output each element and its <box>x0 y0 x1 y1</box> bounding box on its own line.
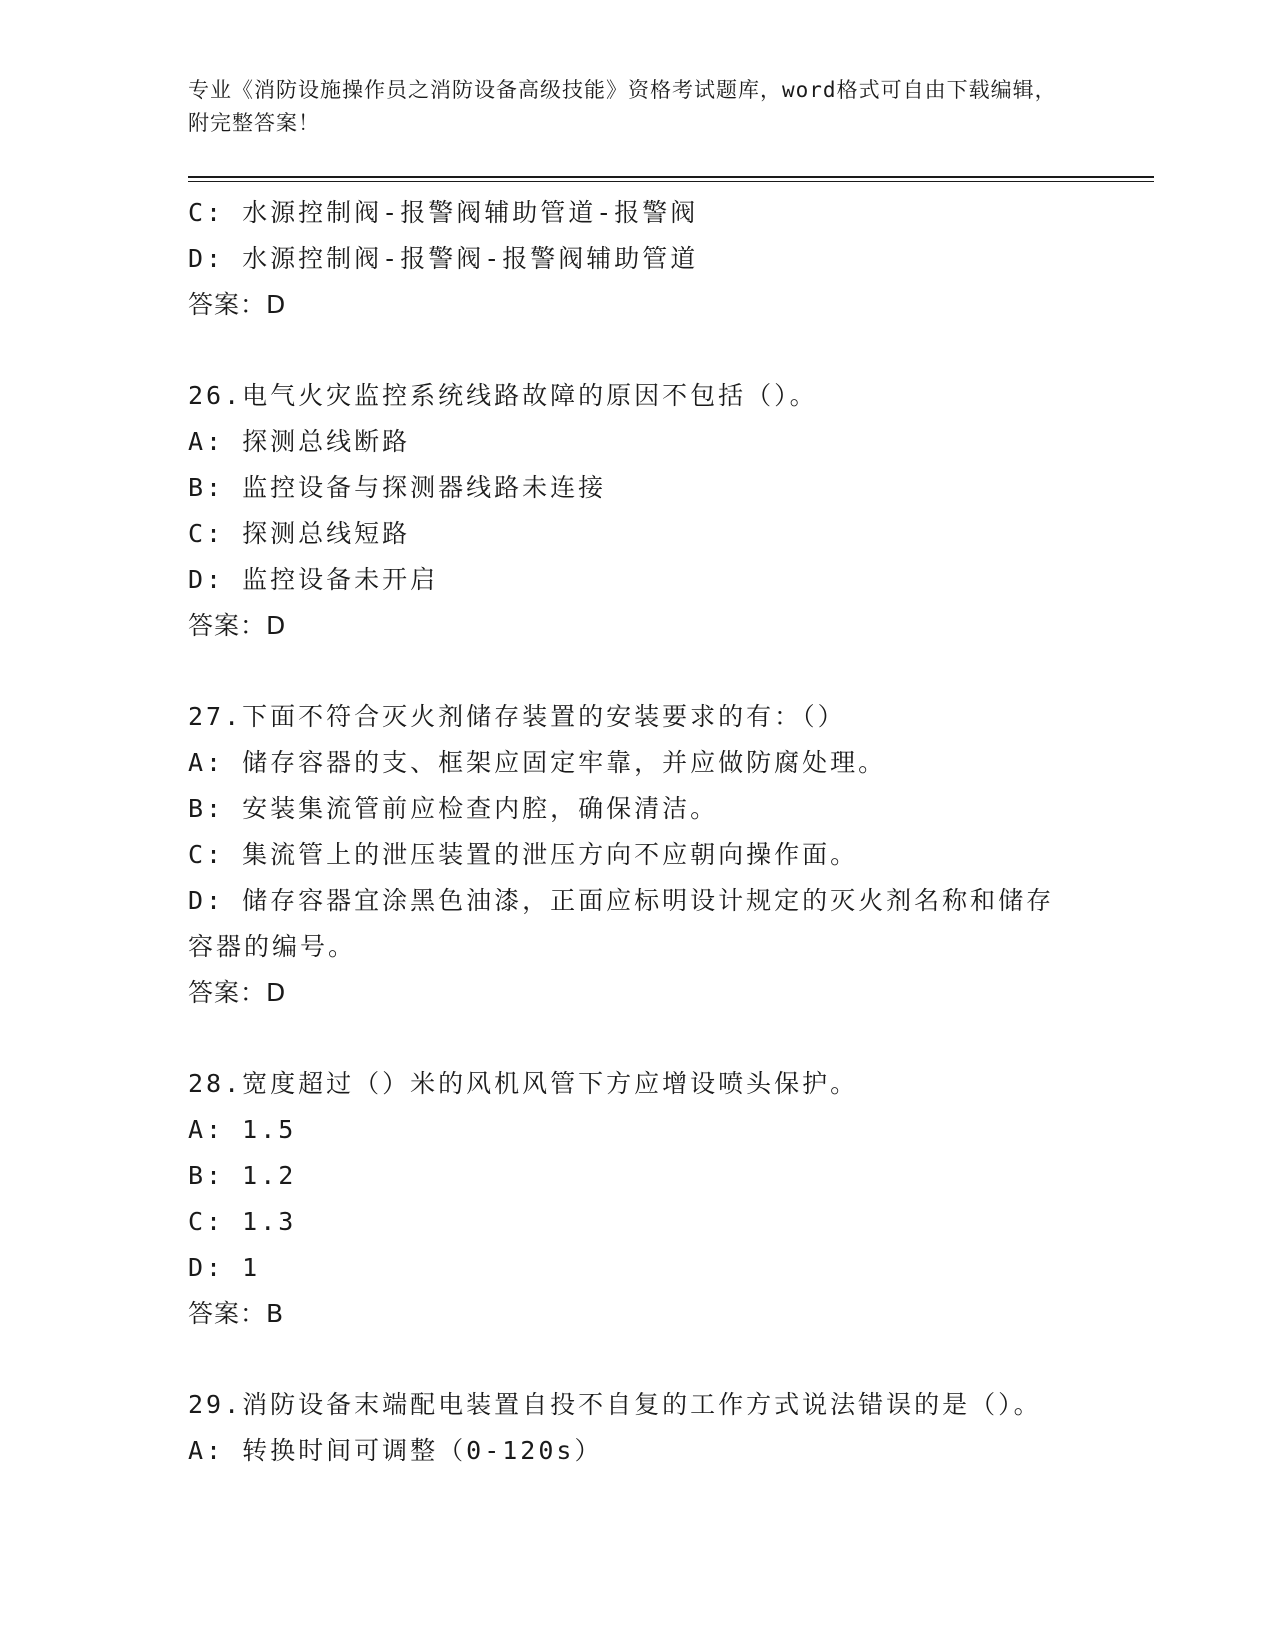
option-b: B: 监控设备与探测器线路未连接 <box>188 473 607 502</box>
question-block-26 <box>188 373 1088 649</box>
question-text: 28.宽度超过（）米的风机风管下方应增设喷头保护。 <box>188 1069 859 1098</box>
option-b: B: 1.2 <box>188 1161 297 1190</box>
option-a: A: 探测总线断路 <box>188 427 411 456</box>
option-c: C: 水源控制阀-报警阀辅助管道-报警阀 <box>188 198 699 227</box>
option-c: C: 1.3 <box>188 1207 297 1236</box>
option-d: D: 1 <box>188 1253 261 1282</box>
option-d: D: 监控设备未开启 <box>188 565 439 594</box>
answer: 答案：D <box>188 290 287 319</box>
option-c: C: 集流管上的泄压装置的泄压方向不应朝向操作面。 <box>188 840 859 869</box>
document-header <box>188 74 1068 140</box>
option-a: A: 储存容器的支、框架应固定牢靠，并应做防腐处理。 <box>188 748 887 777</box>
option-b: B: 安装集流管前应检查内腔，确保清洁。 <box>188 794 719 823</box>
header-divider-thick <box>188 176 1154 178</box>
answer: 答案：D <box>188 611 287 640</box>
option-d: D: 储存容器宜涂黑色油漆，正面应标明设计规定的灭火剂名称和储存容器的编号。 <box>188 886 1055 961</box>
question-block-27 <box>188 694 1088 1016</box>
question-block-25 <box>188 190 1088 328</box>
answer: 答案：B <box>188 1299 285 1328</box>
header-divider-thin <box>188 181 1154 182</box>
option-d: D: 水源控制阀-报警阀-报警阀辅助管道 <box>188 244 699 273</box>
question-list <box>188 190 1088 1474</box>
question-block-28 <box>188 1061 1088 1337</box>
question-block-29 <box>188 1382 1088 1474</box>
question-text: 29.消防设备末端配电装置自投不自复的工作方式说法错误的是（）。 <box>188 1390 1042 1419</box>
question-text: 26.电气火灾监控系统线路故障的原因不包括（）。 <box>188 381 818 410</box>
header-text: 专业《消防设施操作员之消防设备高级技能》资格考试题库，word格式可自由下载编辑，附完整答案！ <box>188 78 1057 135</box>
option-c: C: 探测总线短路 <box>188 519 411 548</box>
question-text: 27.下面不符合灭火剂储存装置的安装要求的有：（） <box>188 702 846 731</box>
option-a: A: 1.5 <box>188 1115 297 1144</box>
answer: 答案：D <box>188 978 287 1007</box>
option-a: A: 转换时间可调整（0-120s） <box>188 1436 603 1465</box>
